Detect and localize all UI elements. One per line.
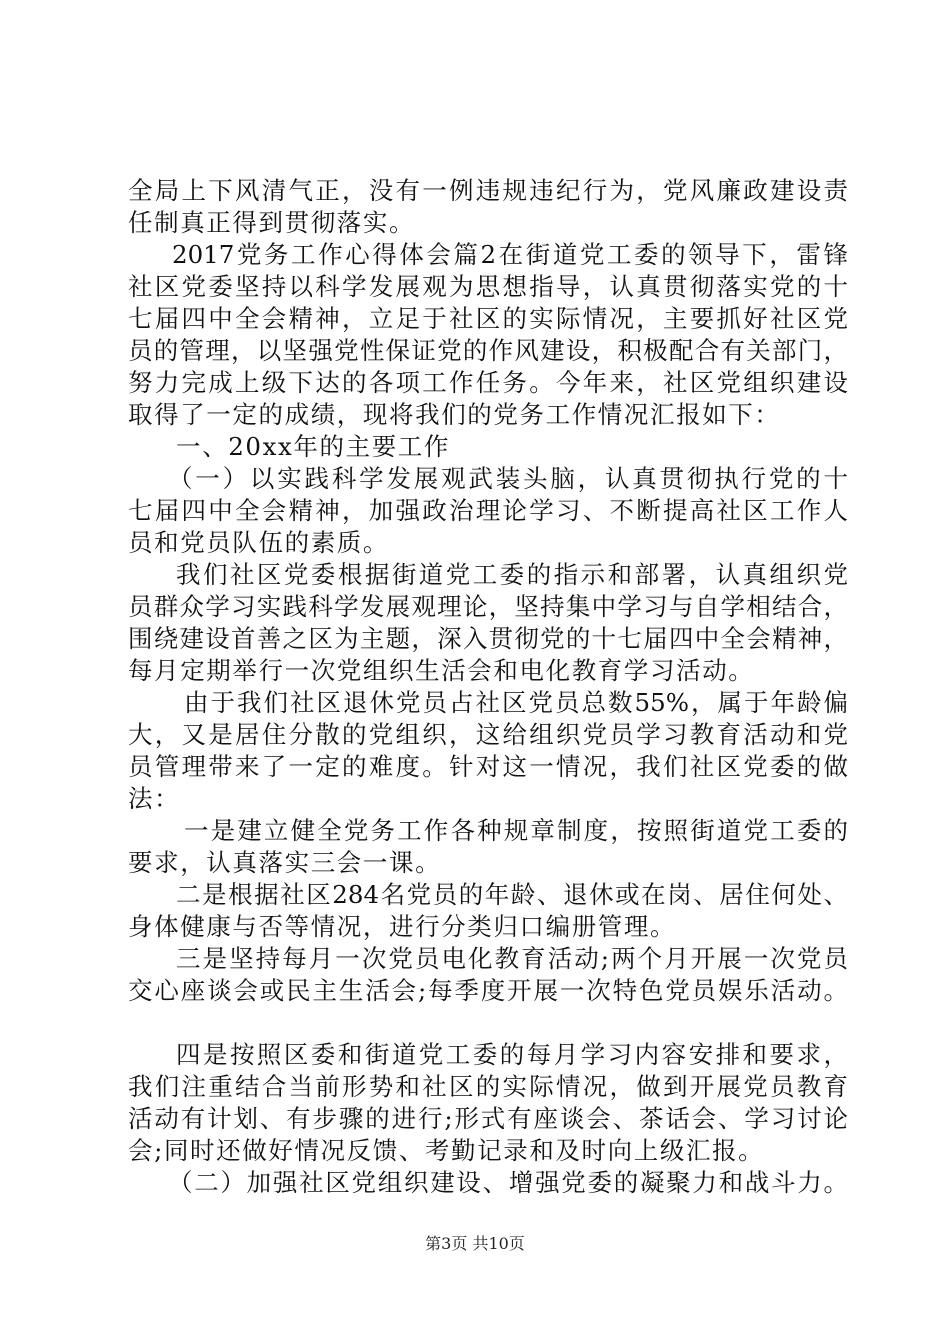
text-line: 员的管理，以坚强党性保证党的作风建设，积极配合有关部门， [128,336,848,365]
text-line: 2017党务工作心得体会篇2在街道党工委的领导下，雷锋 [172,240,848,269]
text-line: 取得了一定的成绩，现将我们的党务工作情况汇报如下： [128,400,781,429]
text-line: 由于我们社区退休党员占社区党员总数55%，属于年龄偏 [184,688,848,717]
text-line: 法： [128,784,181,813]
text-line: 会;同时还做好情况反馈、考勤记录和及时向上级汇报。 [128,1136,765,1165]
page-footer [0,1234,950,1254]
text-line: （一）以实践科学发展观武装头脑，认真贯彻执行党的十 [168,464,848,493]
document-body [128,175,848,1199]
text-line: 员和党员队伍的素质。 [128,528,389,557]
text-line: 一、20xx年的主要工作 [176,432,451,461]
text-line: 四是按照区委和街道党工委的每月学习内容安排和要求， [176,1040,848,1069]
text-line: 社区党委坚持以科学发展观为思想指导，认真贯彻落实党的十 [128,272,848,301]
text-line: 要求，认真落实三会一课。 [128,848,442,877]
text-line: 全局上下风清气正，没有一例违规违纪行为，党风廉政建设责 [128,176,848,205]
text-line: 我们社区党委根据街道党工委的指示和部署，认真组织党 [176,560,848,589]
text-line: 员管理带来了一定的难度。针对这一情况，我们社区党委的做 [128,752,848,781]
text-line: 努力完成上级下达的各项工作任务。今年来，社区党组织建设 [128,368,848,397]
text-line: 一是建立健全党务工作各种规章制度，按照街道党工委的 [184,816,848,845]
blank-line [128,1007,848,1039]
text-line: 围绕建设首善之区为主题，深入贯彻党的十七届四中全会精神， [128,624,848,653]
text-line: 员群众学习实践科学发展观理论，坚持集中学习与自学相结合， [128,592,848,621]
text-line: 任制真正得到贯彻落实。 [128,208,416,237]
text-line: 七届四中全会精神，加强政治理论学习、不断提高社区工作人 [128,496,848,525]
text-line: （二）加强社区党组织建设、增强党委的凝聚力和战斗力。 [168,1168,848,1197]
text-line: 二是根据社区284名党员的年龄、退休或在岗、居住何处、 [176,880,848,909]
text-line: 身体健康与否等情况，进行分类归口编册管理。 [128,912,677,941]
text-line: 每月定期举行一次党组织生活会和电化教育学习活动。 [128,656,755,685]
text-line: 交心座谈会或民主生活会;每季度开展一次特色党员娱乐活动。 [128,976,848,1005]
text-line: 七届四中全会精神，立足于社区的实际情况，主要抓好社区党 [128,304,848,333]
text-line: 三是坚持每月一次党员电化教育活动;两个月开展一次党员 [176,944,848,973]
page-number-label: 第3页 共10页 [425,1234,525,1253]
text-line: 活动有计划、有步骤的进行;形式有座谈会、茶话会、学习讨论 [128,1104,848,1133]
text-line: 我们注重结合当前形势和社区的实际情况，做到开展党员教育 [128,1072,848,1101]
text-line: 大，又是居住分散的党组织，这给组织党员学习教育活动和党 [128,720,848,749]
